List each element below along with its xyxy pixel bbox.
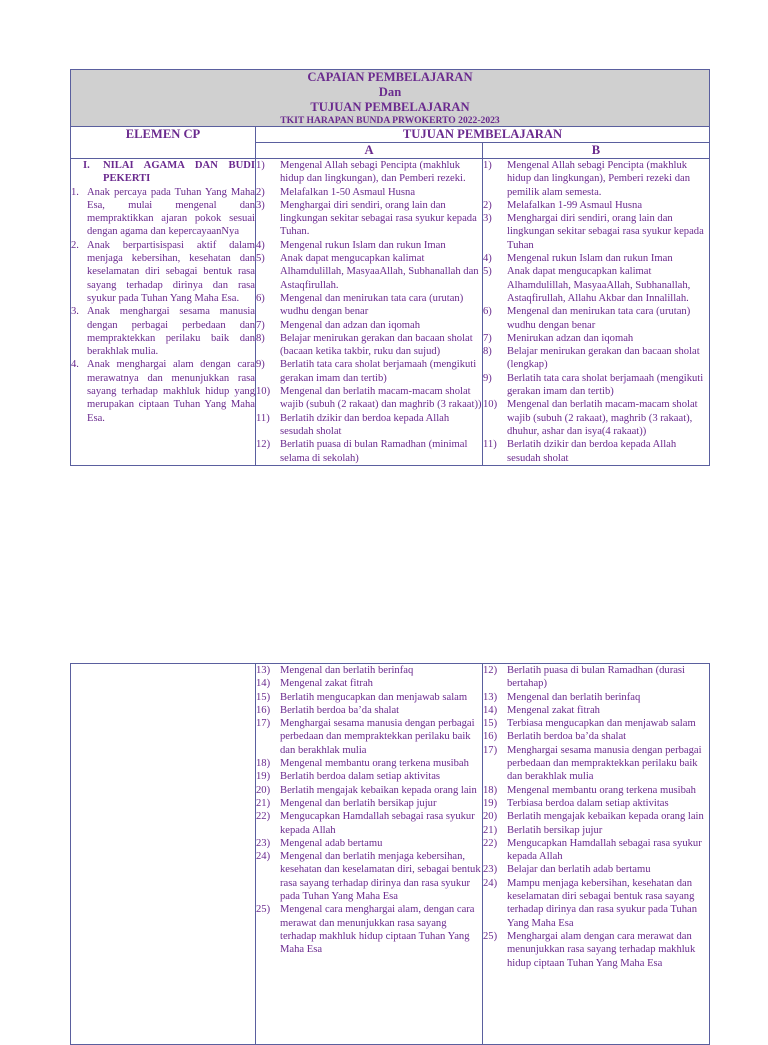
tp-item-number: 4): [256, 239, 265, 251]
tp-item-number: 9): [256, 359, 265, 371]
tp-list-item: [483, 438, 709, 465]
cp-item-number: 2.: [71, 239, 79, 251]
cp-item-text: Anak percaya pada Tuhan Yang Maha Esa, mulai mengenal dan mempraktikkan ajaran pokok sesuai dengan agama dan kepercayaanNya: [87, 186, 255, 238]
tp-item-number: 1): [483, 160, 492, 171]
tp-item-number: 7): [256, 319, 265, 331]
tp-list-item: [483, 664, 709, 691]
tp-a-cell: [256, 159, 483, 466]
tp-list-item: [483, 199, 709, 212]
tp-item-text: Mengenal dan berlatih berinfaq: [507, 691, 641, 703]
tp-item-text: Menghargai diri sendiri, orang lain dan lingkungan sekitar sebagai rasa syukur kepada Tuhan.: [280, 199, 477, 238]
cp-item-number: 4.: [71, 359, 79, 371]
elemen-title: [71, 159, 255, 186]
tp-item-text: Berlatih berdoa ba’da shalat: [507, 731, 627, 743]
tp-item-text: Belajar menirukan gerakan dan bacaan sholat (bacaan ketika takbir, ruku dan sujud): [280, 332, 473, 358]
tp-list-item: [256, 757, 482, 770]
tp-item-number: 19): [256, 771, 271, 783]
tp-item-text: Mengenal cara menghargai alam, dengan cara merawat dan menunjukkan rasa sayang terhadap makhluk hidup ciptaan Tuhan Yang Maha Esa: [280, 904, 475, 956]
tp-list-item: [256, 677, 482, 690]
tp-b-list: [483, 664, 709, 970]
tp-item-number: 12): [256, 439, 271, 451]
elemen-title-text: NILAI AGAMA DAN BUDI PEKERTI: [103, 160, 255, 185]
tp-list-item: [256, 784, 482, 797]
column-header-b: B: [483, 143, 710, 159]
title-line-1: CAPAIAN PEMBELAJARAN: [307, 70, 473, 84]
tp-list-item: [483, 863, 709, 876]
tp-list-item: [483, 930, 709, 970]
cp-list-item: [71, 239, 255, 305]
tp-item-text: Berlatih mengajak kebaikan kepada orang lain: [507, 811, 704, 823]
tp-item-text: Mengenal rukun Islam dan rukun Iman: [507, 253, 673, 265]
tp-item-number: 10): [483, 399, 498, 411]
tp-item-text: Mengenal Allah sebagi Pencipta (makhluk hidup dan lingkungan), Pemberi rezeki dan pemilik alam semesta.: [507, 160, 690, 198]
tp-item-number: 3): [483, 213, 492, 225]
cp-item-number: 3.: [71, 306, 79, 318]
cp-item-text: Anak berpartisispasi aktif dalam menjaga kebersihan, kesehatan dan keselamatan diri sebagai bentuk rasa sayang terhadap dirinya dan rasa syukur pada Tuhan Yang Maha Esa.: [87, 239, 255, 304]
tp-item-number: 19): [483, 797, 498, 809]
tp-item-number: 13): [256, 665, 271, 676]
tp-list-item: [256, 704, 482, 717]
tp-item-text: Mengenal dan berlatih macam-macam sholat wajib (subuh (2 rakaat) dan maghrib (3 rakaat)): [280, 386, 482, 411]
tp-item-text: Mengucapkan Hamdallah sebagai rasa syukur kepada Allah: [280, 811, 475, 836]
tp-item-text: Berlatih mengucapkan dan menjawab salam: [280, 691, 468, 703]
tp-a-list: [256, 159, 482, 465]
tp-item-number: 5): [256, 253, 265, 265]
cp-tp-table-page-1: [70, 69, 710, 466]
cp-list-item: [71, 358, 255, 424]
tp-item-text: Mengenal rukun Islam dan rukun Iman: [280, 239, 446, 251]
tp-item-number: 7): [483, 332, 492, 344]
tp-item-text: Mengenal dan berlatih berinfaq: [280, 665, 414, 676]
tp-list-item: [483, 252, 709, 265]
tp-item-number: 1): [256, 160, 265, 171]
tp-list-item: [483, 704, 709, 717]
tp-item-text: Terbiasa berdoa dalam setiap aktivitas: [507, 797, 669, 809]
cp-item-text: Anak menghargai alam dengan cara merawatnya dan menunjukkan rasa sayang terhadap makhluk hidup yang merupakan ciptaan Tuhan Yang Maha Esa.: [87, 359, 255, 424]
tp-list-item: [256, 810, 482, 837]
tp-list-item: [483, 717, 709, 730]
title-line-3: TUJUAN PEMBELAJARAN: [310, 100, 470, 114]
tp-item-text: Anak dapat mengucapkan kalimat Alhamdulillah, MasyaaAllah, Subhanallah dan Astaqfirullah.: [280, 253, 479, 291]
tp-item-number: 23): [483, 864, 498, 876]
column-header-elemen-cp: ELEMEN CP: [71, 127, 256, 159]
tp-list-item: [256, 664, 482, 677]
tp-item-text: Mengucapkan Hamdallah sebagai rasa syukur kepada Allah: [507, 837, 702, 863]
tp-item-text: Mengenal membantu orang terkena musibah: [507, 784, 696, 796]
tp-item-text: Menirukan adzan dan iqomah: [507, 332, 634, 344]
tp-item-number: 6): [256, 292, 265, 304]
tp-item-number: 20): [483, 811, 498, 823]
elemen-number: I.: [83, 160, 90, 171]
tp-item-text: Berlatih dzikir dan berdoa kepada Allah sesudah sholat: [280, 412, 450, 437]
cp-tp-table-page-2: [70, 663, 710, 1045]
tp-item-number: 22): [483, 837, 498, 849]
tp-item-number: 9): [483, 372, 492, 384]
column-header-tujuan: TUJUAN PEMBELAJARAN: [256, 127, 710, 143]
tp-item-text: Belajar menirukan gerakan dan bacaan sholat (lengkap): [507, 346, 700, 371]
column-header-row: [71, 127, 710, 143]
elemen-cp-cell: [71, 159, 256, 466]
tp-list-item: [483, 784, 709, 797]
tp-list-item: [483, 398, 709, 438]
tp-item-number: 17): [483, 744, 498, 756]
tp-item-text: Mengenal dan menirukan tata cara (urutan) wudhu dengan benar: [280, 292, 464, 318]
content-row: [71, 159, 710, 466]
tp-list-item: [256, 837, 482, 850]
tp-item-text: Berlatih puasa di bulan Ramadhan (minimal selama di sekolah): [280, 439, 468, 464]
tp-item-text: Mengenal dan menirukan tata cara (urutan) wudhu dengan benar: [507, 306, 691, 331]
tp-item-number: 5): [483, 266, 492, 278]
cp-item-text: Anak menghargai sesama manusia dengan perbagai perbedaan dan mempraktekkan perilaku baik dan berakhlak mulia.: [87, 306, 255, 358]
tp-item-number: 14): [483, 704, 498, 716]
tp-list-item: [256, 186, 482, 199]
tp-item-number: 21): [256, 797, 271, 809]
title-line-2: Dan: [378, 85, 402, 99]
tp-list-item: [256, 385, 482, 412]
tp-list-item: [483, 877, 709, 930]
tp-item-number: 11): [256, 412, 270, 424]
tp-list-item: [483, 837, 709, 864]
tp-item-text: Berlatih tata cara sholat berjamaah (mengikuti gerakan imam dan tertib): [507, 372, 704, 398]
tp-list-item: [256, 717, 482, 757]
tp-item-text: Berlatih berdoa dalam setiap aktivitas: [280, 771, 441, 783]
cp-list: [71, 186, 255, 425]
tp-item-number: 20): [256, 784, 271, 796]
tp-list-item: [256, 159, 482, 186]
tp-item-text: Mengenal dan berlatih menjaga kebersihan, kesehatan dan keselamatan diri, sebagai bentuk rasa sayang terhadap dirinya dan rasa syukur pada Tuhan Yang Maha Esa: [280, 851, 481, 903]
content-row: [71, 664, 710, 1045]
tp-list-item: [256, 797, 482, 810]
tp-list-item: [256, 292, 482, 319]
tp-item-number: 8): [256, 332, 265, 344]
tp-item-number: 16): [256, 704, 271, 716]
tp-list-item: [256, 239, 482, 252]
tp-item-text: Mengenal dan berlatih bersikap jujur: [280, 797, 437, 809]
tp-item-number: 21): [483, 824, 498, 836]
tp-list-item: [256, 438, 482, 465]
tp-list-item: [256, 903, 482, 956]
tp-item-number: 4): [483, 253, 492, 265]
tp-item-number: 6): [483, 306, 492, 318]
tp-item-text: Terbiasa mengucapkan dan menjawab salam: [507, 718, 696, 730]
tp-item-text: Berlatih bersikap jujur: [507, 824, 603, 836]
tp-list-item: [256, 199, 482, 239]
tp-item-text: Berlatih mengajak kebaikan kepada orang lain: [280, 784, 477, 796]
tp-list-item: [256, 358, 482, 385]
tp-item-number: 16): [483, 731, 498, 743]
tp-list-item: [483, 305, 709, 332]
table-header-row: [71, 70, 710, 127]
tp-item-text: Berlatih puasa di bulan Ramadhan (durasi bertahap): [507, 665, 685, 690]
tp-item-text: Menghargai alam dengan cara merawat dan menunjukkan rasa sayang terhadap makhluk hidup ciptaan Tuhan Yang Maha Esa: [507, 930, 696, 969]
tp-item-number: 18): [256, 758, 271, 770]
tp-list-item: [483, 265, 709, 305]
tp-item-number: 12): [483, 665, 498, 676]
tp-list-item: [483, 372, 709, 399]
tp-item-text: Menghargai sesama manusia dengan perbagai perbedaan dan mempraktekkan perilaku baik dan berakhlak mulia: [280, 718, 475, 756]
tp-list-item: [256, 319, 482, 332]
tp-item-text: Melafalkan 1-50 Asmaul Husna: [280, 186, 416, 198]
cp-item-number: 1.: [71, 186, 79, 198]
tp-item-number: 17): [256, 718, 271, 730]
tp-item-text: Berlatih dzikir dan berdoa kepada Allah sesudah sholat: [507, 439, 677, 464]
tp-item-text: Menghargai sesama manusia dengan perbagai perbedaan dan mempraktekkan perilaku baik dan berakhlak mulia: [507, 744, 702, 783]
tp-item-text: Belajar dan berlatih adab bertamu: [507, 864, 651, 876]
tp-list-item: [483, 159, 709, 199]
elemen-cp-cell-empty: [71, 664, 256, 1045]
tp-item-number: 8): [483, 346, 492, 358]
cp-list-item: [71, 186, 255, 239]
tp-list-item: [483, 345, 709, 372]
tp-item-text: Mengenal Allah sebagi Pencipta (makhluk hidup dan lingkungan), dan Pemberi rezeki.: [280, 160, 466, 185]
tp-item-text: Mengenal zakat fitrah: [280, 678, 373, 690]
tp-b-list: [483, 159, 709, 465]
tp-list-item: [483, 730, 709, 743]
tp-list-item: [483, 212, 709, 252]
tp-item-number: 18): [483, 784, 498, 796]
tp-item-number: 25): [256, 904, 271, 916]
document-title-block: [71, 70, 710, 127]
column-header-a: A: [256, 143, 483, 159]
tp-item-number: 2): [483, 199, 492, 211]
tp-a-list: [256, 664, 482, 957]
tp-item-text: Berlatih berdoa ba’da shalat: [280, 704, 400, 716]
tp-item-number: 23): [256, 837, 271, 849]
tp-list-item: [483, 691, 709, 704]
tp-item-number: 3): [256, 199, 265, 211]
tp-item-text: Mampu menjaga kebersihan, kesehatan dan keselamatan diri sebagai bentuk rasa sayang terhadap dirinya dan rasa syukur pada Tuhan Yang Maha Esa: [507, 877, 698, 929]
tp-item-number: 10): [256, 386, 271, 398]
tp-list-item: [256, 252, 482, 292]
tp-list-item: [483, 332, 709, 345]
school-subtitle: TKIT HARAPAN BUNDA PRWOKERTO 2022-2023: [280, 115, 500, 126]
cp-list-item: [71, 305, 255, 358]
tp-item-text: Mengenal dan berlatih macam-macam sholat wajib (subuh (2 rakaat), maghrib (3 rakaat), dhuhur, ashar dan isya(4 rakaat)): [507, 399, 698, 437]
tp-item-text: Mengenal adab bertamu: [280, 837, 383, 849]
tp-item-text: Mengenal membantu orang terkena musibah: [280, 758, 469, 770]
tp-b-cell: [483, 664, 710, 1045]
tp-item-number: 13): [483, 691, 498, 703]
tp-item-number: 14): [256, 678, 271, 690]
tp-item-number: 11): [483, 439, 497, 451]
tp-list-item: [256, 850, 482, 903]
tp-item-number: 24): [256, 851, 271, 863]
tp-item-number: 15): [256, 691, 271, 703]
tp-item-number: 24): [483, 877, 498, 889]
tp-list-item: [256, 332, 482, 359]
tp-list-item: [256, 691, 482, 704]
tp-item-number: 2): [256, 186, 265, 198]
tp-list-item: [483, 744, 709, 784]
tp-list-item: [483, 797, 709, 810]
tp-item-text: Mengenal dan adzan dan iqomah: [280, 319, 421, 331]
tp-item-text: Berlatih tata cara sholat berjamaah (mengikuti gerakan imam dan tertib): [280, 359, 477, 384]
tp-item-number: 15): [483, 718, 498, 730]
tp-item-number: 25): [483, 930, 498, 942]
tp-b-cell: [483, 159, 710, 466]
tp-list-item: [483, 824, 709, 837]
tp-item-text: Anak dapat mengucapkan kalimat Alhamdulillah, MasyaaAllah, Subhanallah, Astaqfirullah, Allahu Akbar dan Innalillah.: [507, 266, 691, 304]
tp-list-item: [483, 810, 709, 823]
tp-item-text: Menghargai diri sendiri, orang lain dan lingkungan sekitar sebagai rasa syukur kepada Tuhan: [507, 213, 704, 251]
tp-list-item: [256, 770, 482, 783]
tp-item-number: 22): [256, 811, 271, 823]
tp-item-text: Melafalkan 1-99 Asmaul Husna: [507, 199, 643, 211]
tp-a-cell: [256, 664, 483, 1045]
tp-item-text: Mengenal zakat fitrah: [507, 704, 600, 716]
tp-list-item: [256, 412, 482, 439]
